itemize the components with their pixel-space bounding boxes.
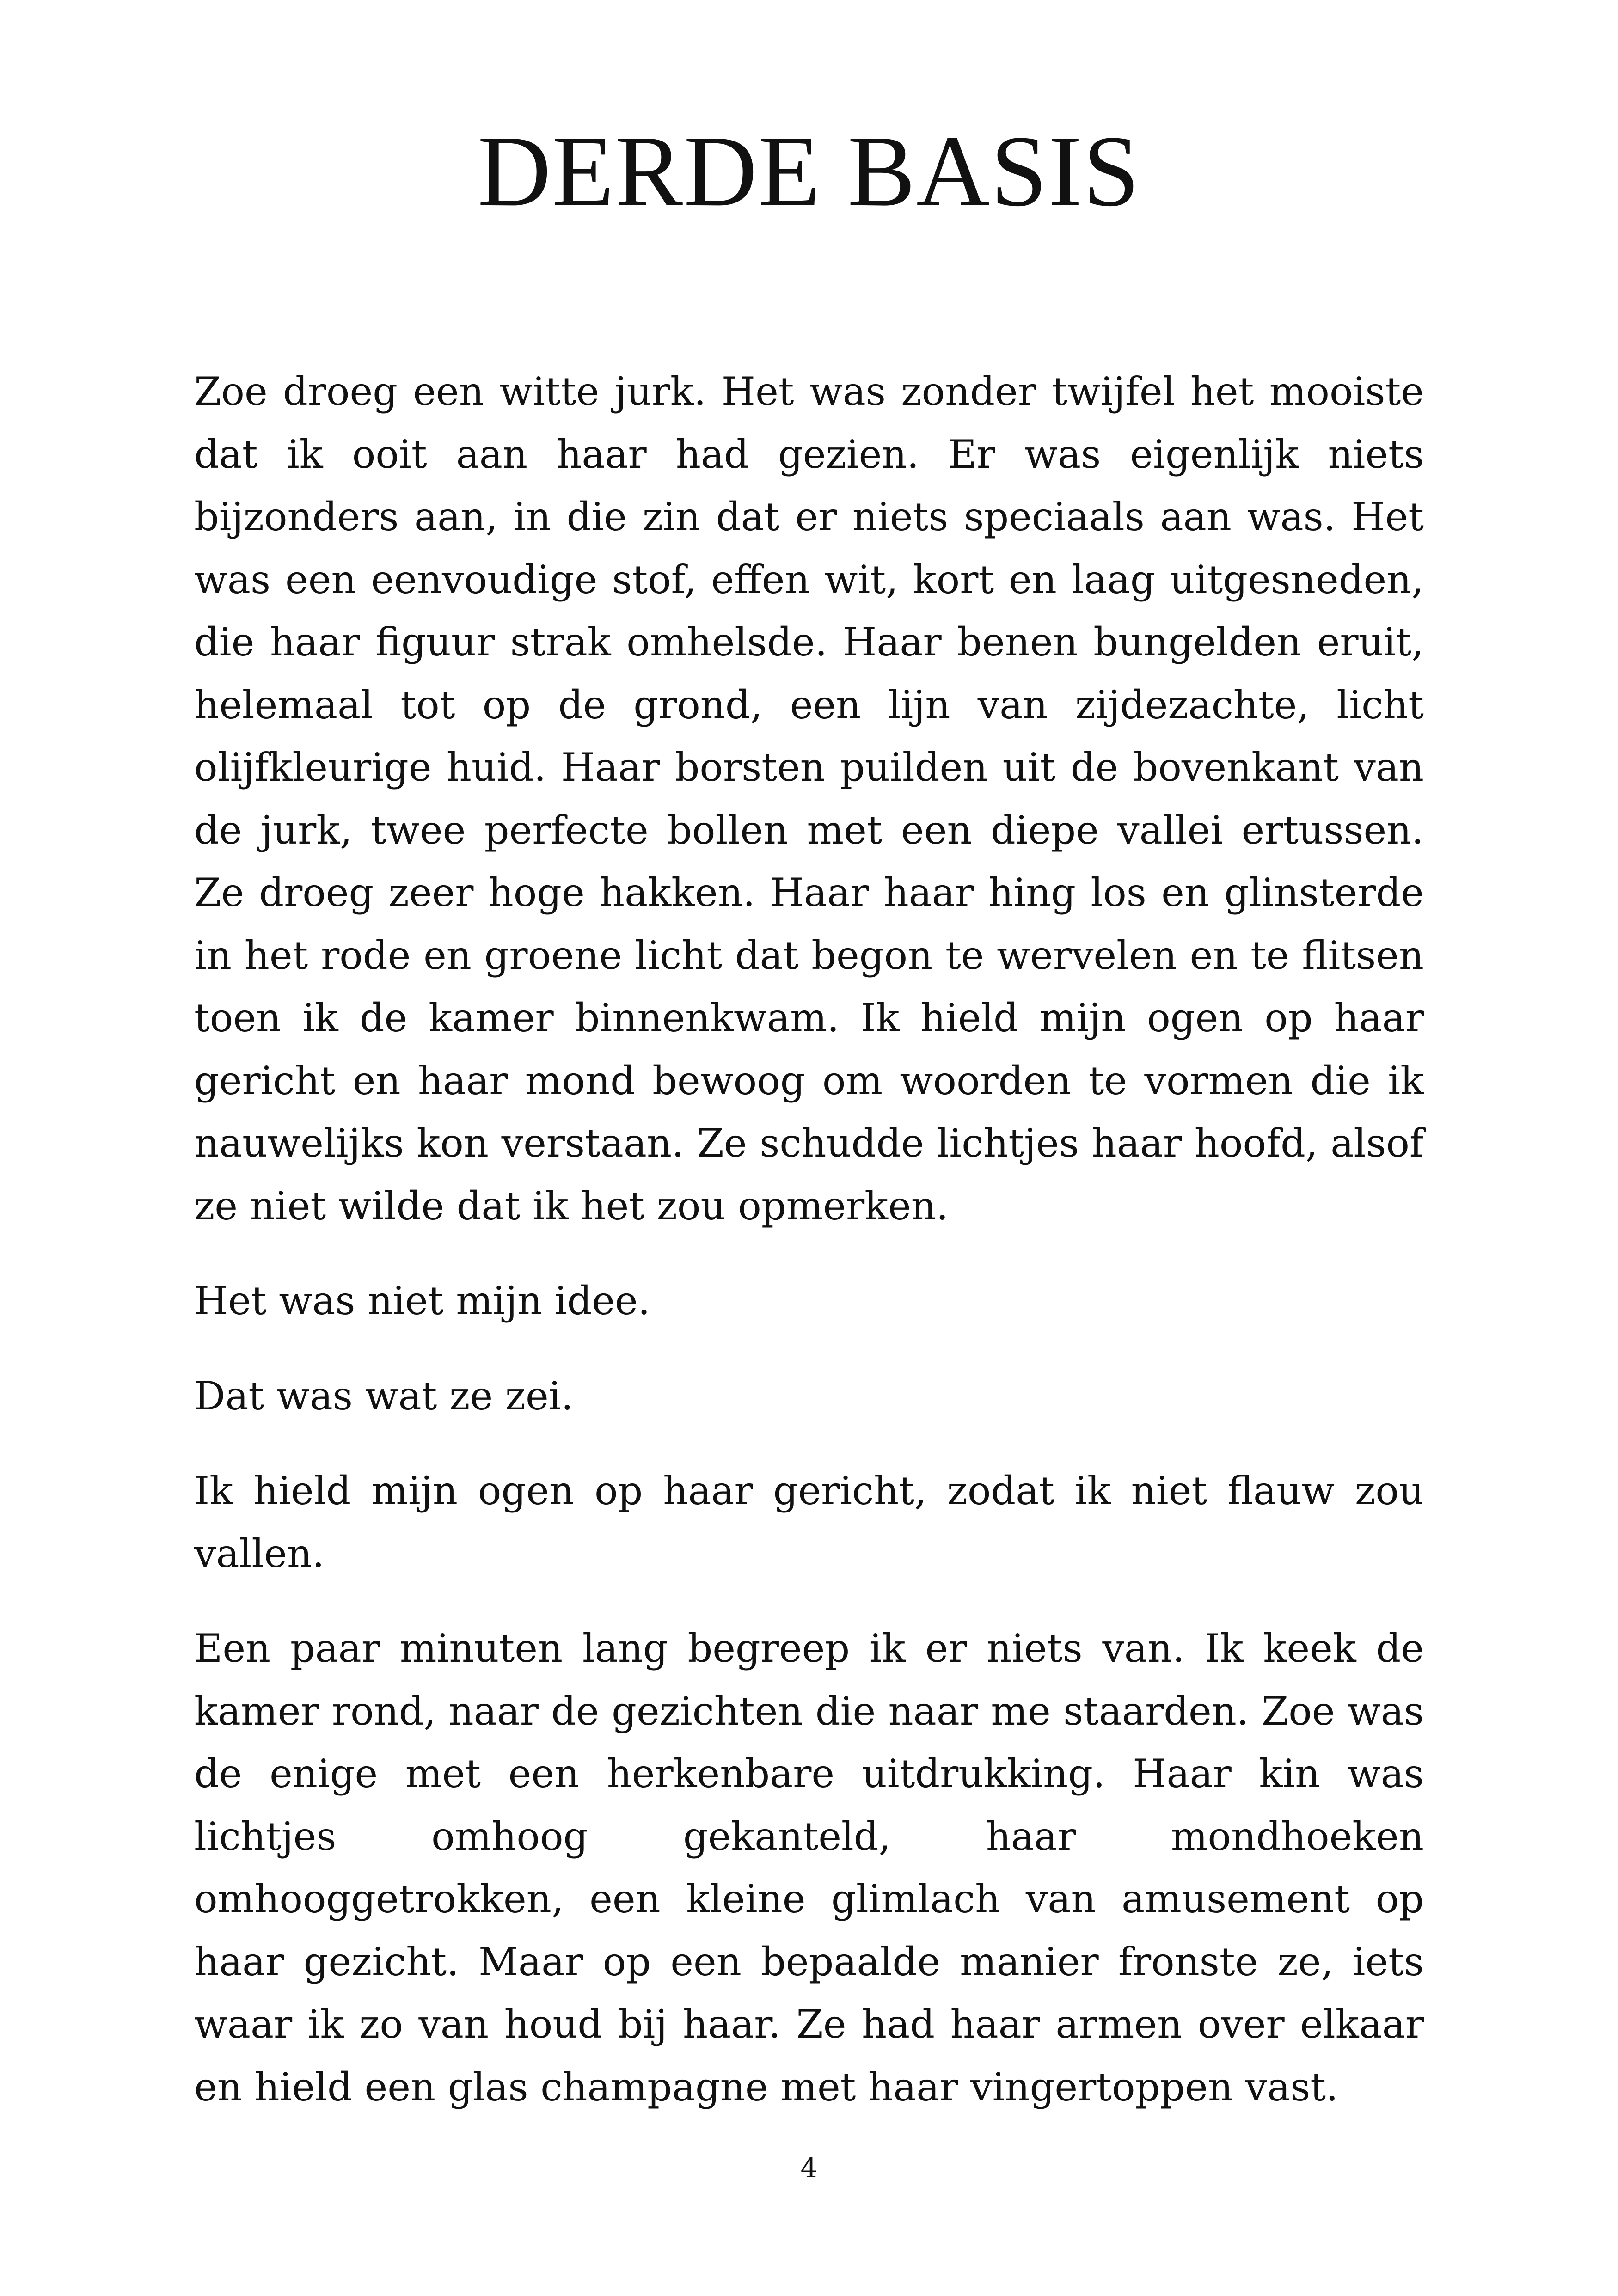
paragraph-1: Zoe droeg een witte jurk. Het was zonder twijfel het mooiste dat ik ooit aan haar had gezien. Er was eigenlijk niets bijzonders aan, in die zin dat er niets speciaals aan was. Het was een eenvoudige stof, effen wit, kort en laag uitgesneden, die haar figuur strak omhelsde. Haar benen bungelden eruit, helemaal tot op de grond, een lijn van zijdezachte, licht olijfkleurige huid. Haar borsten puilden uit de bovenkant van de jurk, twee perfecte bollen met een diepe vallei ertussen. Ze droeg zeer hoge hakken. Haar haar hing los en glinsterde in het rode en groene licht dat begon te wervelen en te flitsen toen ik de kamer binnenkwam. Ik hield mijn ogen op haar gericht en haar mond bewoog om woorden te vormen die ik nauwelijks kon verstaan. Ze schudde lichtjes haar hoofd, alsof ze niet wilde dat ik het zou opmerken. [194, 369, 1424, 1229]
chapter-body [194, 361, 1424, 2151]
page-number: 4 [800, 2152, 818, 2184]
paragraph-2: Het was niet mijn idee. [194, 1278, 650, 1323]
chapter-title: DERDE BASIS [478, 115, 1140, 227]
paragraph-3: Dat was wat ze zei. [194, 1373, 574, 1419]
paragraph-5: Een paar minuten lang begreep ik er niets van. Ik keek de kamer rond, naar de gezichten die naar me staarden. Zoe was de enige met een herkenbare uitdrukking. Haar kin was lichtjes omhoog gekanteld, haar mondhoeken omhooggetrokken, een kleine glimlach van amusement op haar gezicht. Maar op een bepaalde manier fronste ze, iets waar ik zo van houd bij haar. Ze had haar armen over elkaar en hield een glas champagne met haar vingertoppen vast. [194, 1626, 1424, 2110]
paragraph-4: Ik hield mijn ogen op haar gericht, zodat ik niet flauw zou vallen. [194, 1468, 1424, 1576]
